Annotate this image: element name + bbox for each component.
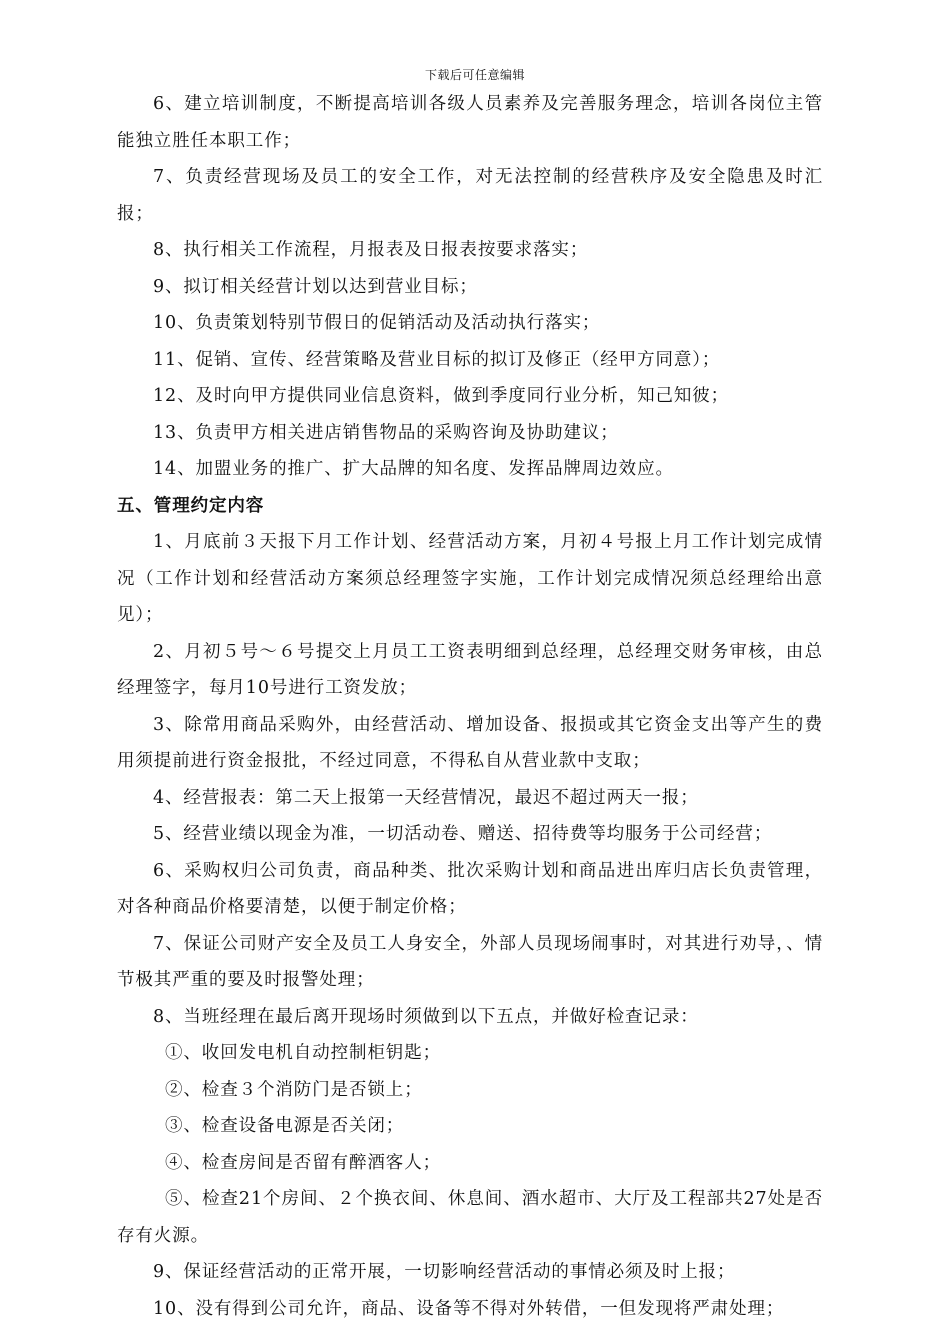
- list-item: 1、月底前３天报下月工作计划、经营活动方案，月初４号报上月工作计划完成情况（工作计划和经营活动方案须总经理签字实施，工作计划完成情况须总经理给出意见）；: [117, 532, 823, 625]
- checklist-item: ⑤、检查21个房间、２个换衣间、休息间、酒水超市、大厅及工程部共27处是否存有火源。: [117, 1189, 823, 1246]
- list-item: 6、采购权归公司负责，商品种类、批次采购计划和商品进出库归店长负责管理，对各种商品价格要清楚，以便于制定价格；: [117, 860, 823, 917]
- list-item: 3、除常用商品采购外，由经营活动、增加设备、报损或其它资金支出等产生的费用须提前进行资金报批，不经过同意，不得私自从营业款中支取；: [117, 714, 823, 771]
- list-item: 2、月初５号～６号提交上月员工工资表明细到总经理，总经理交财务审核，由总经理签字，每月10号进行工资发放；: [117, 641, 823, 698]
- list-item: 10、负责策划特别节假日的促销活动及活动执行落实；: [153, 313, 601, 333]
- list-item: 9、保证经营活动的正常开展，一切影响经营活动的事情必须及时上报；: [153, 1262, 736, 1282]
- list-item: 8、当班经理在最后离开现场时须做到以下五点，并做好检查记录：: [153, 1006, 699, 1027]
- checklist-item: ①、收回发电机自动控制柜钥匙；: [165, 1043, 441, 1063]
- list-item: 4、经营报表：第二天上报第一天经营情况，最迟不超过两天一报；: [153, 787, 699, 808]
- list-item: 7、负责经营现场及员工的安全工作，对无法控制的经营秩序及安全隐患及时汇报；: [117, 167, 823, 224]
- list-item: 8、执行相关工作流程，月报表及日报表按要求落实；: [153, 240, 589, 260]
- section-heading: 五、管理约定内容: [117, 495, 265, 516]
- list-item: 13、负责甲方相关进店销售物品的采购咨询及协助建议；: [153, 422, 619, 443]
- list-item: 14、加盟业务的推广、扩大品牌的知名度、发挥品牌周边效应。: [153, 459, 674, 479]
- checklist-item: ②、检查３个消防门是否锁上；: [165, 1079, 423, 1100]
- list-item: 6、建立培训制度，不断提高培训各级人员素养及完善服务理念，培训各岗位主管能独立胜任本职工作；: [117, 94, 823, 151]
- list-item: 12、及时向甲方提供同业信息资料，做到季度同行业分析，知己知彼；: [153, 386, 730, 406]
- list-item: 5、经营业绩以现金为准，一切活动卷、赠送、招待费等均服务于公司经营；: [153, 824, 773, 844]
- checklist-item: ④、检查房间是否留有醉酒客人；: [165, 1152, 441, 1173]
- page-header: 下载后可任意编辑: [424, 68, 525, 82]
- list-item: 7、保证公司财产安全及员工人身安全，外部人员现场闹事时，对其进行劝导，、情节极其严重的要及时报警处理；: [117, 933, 823, 990]
- list-item: 10、没有得到公司允许，商品、设备等不得对外转借，一但发现将严肃处理；: [153, 1298, 785, 1319]
- document-body: [117, 86, 823, 1327]
- list-item: 11、促销、宣传、经营策略及营业目标的拟订及修正（经甲方同意）；: [153, 349, 721, 370]
- list-item: 9、拟订相关经营计划以达到营业目标；: [153, 276, 478, 297]
- checklist-item: ③、检查设备电源是否关闭；: [165, 1116, 405, 1136]
